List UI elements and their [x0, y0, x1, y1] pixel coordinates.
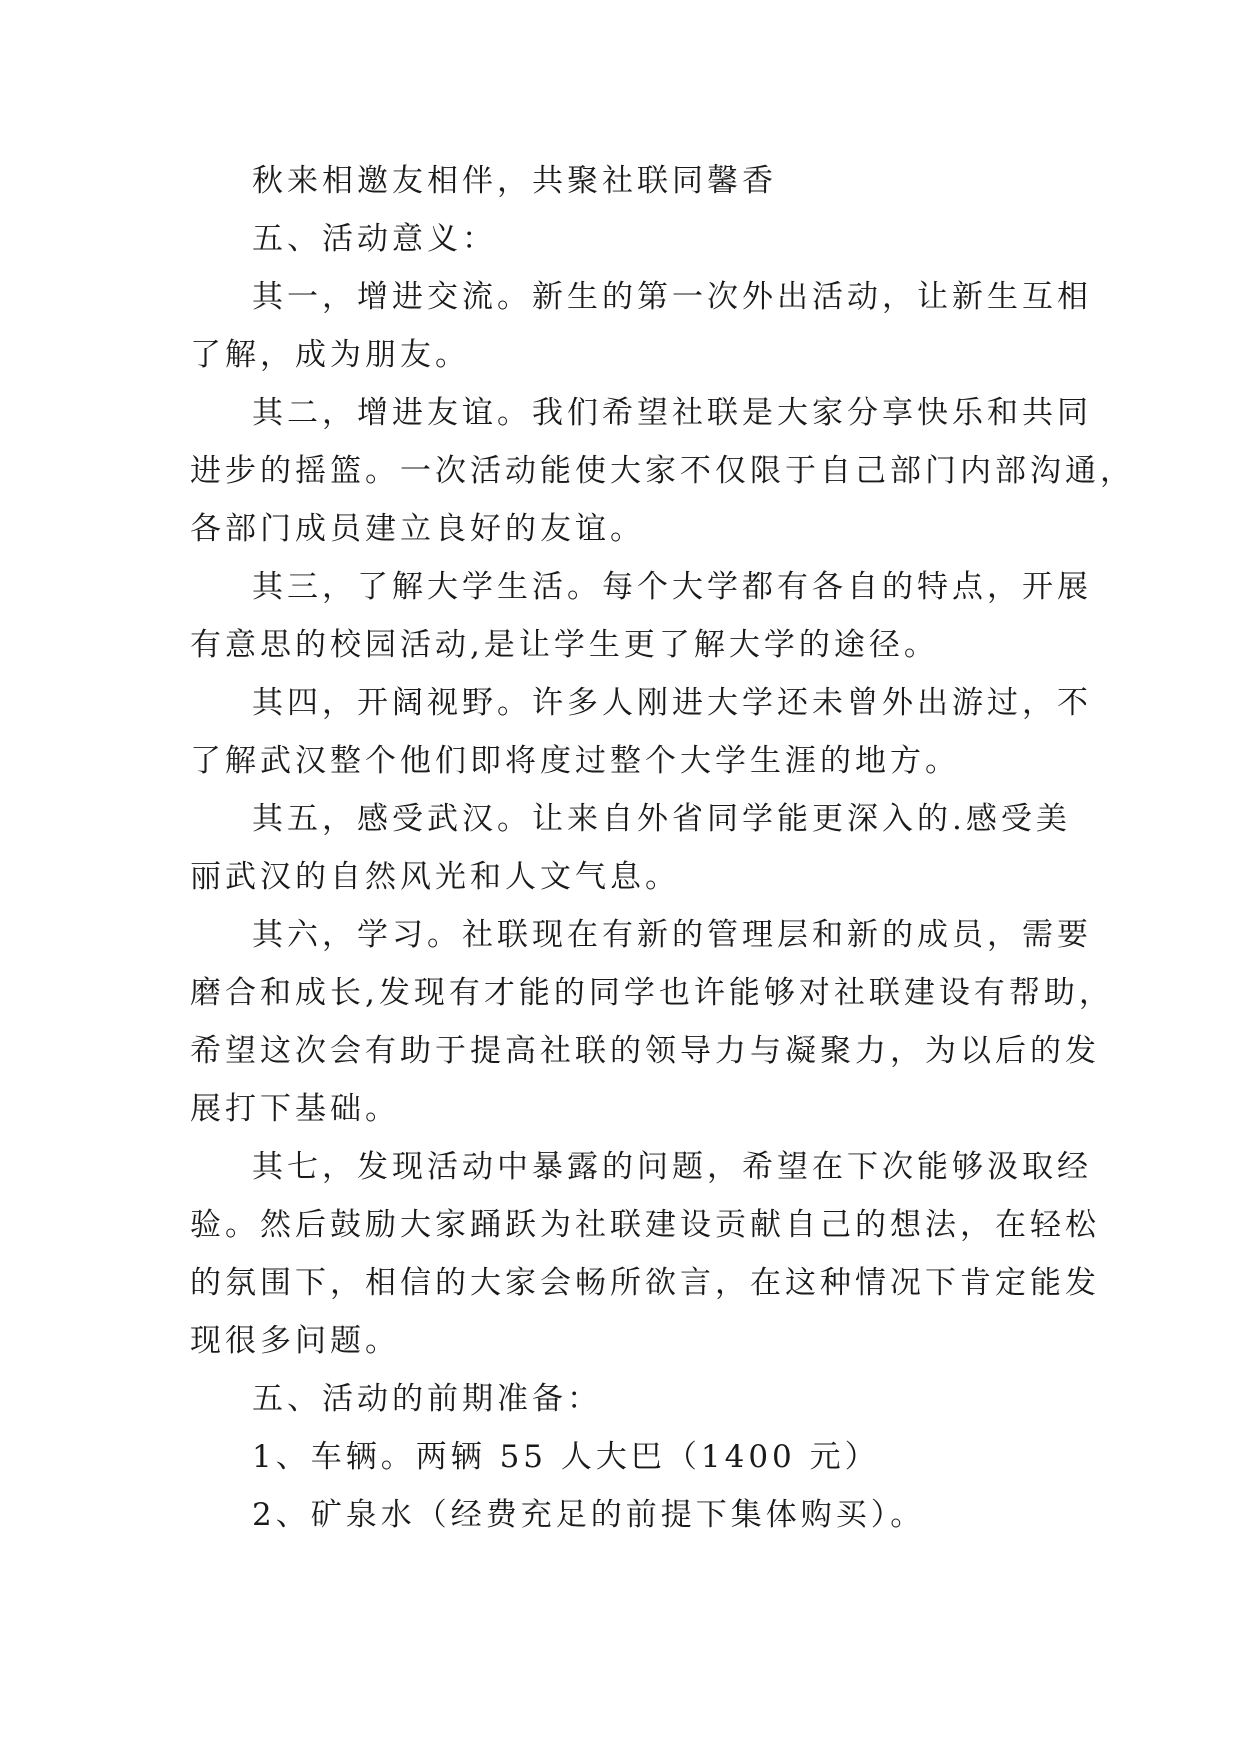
- text-line: 五、活动的前期准备：: [252, 1381, 602, 1417]
- paragraph: [190, 268, 1092, 384]
- text-line: 其七，发现活动中暴露的问题，希望在下次能够汲取经: [252, 1149, 1092, 1185]
- paragraph: [190, 152, 1052, 210]
- paragraph: [190, 1370, 1052, 1428]
- paragraph: [190, 1428, 1052, 1486]
- paragraph: [190, 906, 1114, 1138]
- text-line: 验。然后鼓励大家踊跃为社联建设贡献自己的想法，在轻松: [190, 1207, 1100, 1243]
- document-page: [190, 152, 1135, 1544]
- text-line: 现很多问题。: [190, 1323, 400, 1359]
- text-line: 了解，成为朋友。: [190, 337, 470, 373]
- text-line: 有意思的校园活动,是让学生更了解大学的途径。: [190, 627, 939, 663]
- text-line: 各部门成员建立良好的友谊。: [190, 511, 645, 547]
- paragraph: [190, 384, 1135, 558]
- text-line: 了解武汉整个他们即将度过整个大学生涯的地方。: [190, 743, 960, 779]
- text-line: 1、车辆。两辆 55 人大巴（1400 元）: [252, 1439, 880, 1475]
- text-line: 秋来相邀友相伴，共聚社联同馨香: [252, 163, 777, 199]
- text-line: 希望这次会有助于提高社联的领导力与凝聚力，为以后的发: [190, 1033, 1100, 1069]
- paragraph: [190, 1138, 1100, 1370]
- text-line: 丽武汉的自然风光和人文气息。: [190, 859, 680, 895]
- paragraph: [190, 1486, 1052, 1544]
- text-line: 进步的摇篮。一次活动能使大家不仅限于自己部门内部沟通，: [190, 453, 1135, 489]
- paragraph: [190, 790, 1071, 906]
- text-line: 2、矿泉水（经费充足的前提下集体购买）。: [252, 1497, 926, 1533]
- text-line: 的氛围下，相信的大家会畅所欲言，在这种情况下肯定能发: [190, 1265, 1100, 1301]
- text-line: 其三，了解大学生活。每个大学都有各自的特点，开展: [252, 569, 1092, 605]
- text-line: 其五，感受武汉。让来自外省同学能更深入的.感受美: [252, 801, 1071, 837]
- text-line: 其二，增进友谊。我们希望社联是大家分享快乐和共同: [252, 395, 1092, 431]
- paragraph: [190, 210, 1052, 268]
- text-line: 展打下基础。: [190, 1091, 400, 1127]
- text-line: 磨合和成长,发现有才能的同学也许能够对社联建设有帮助，: [190, 975, 1114, 1011]
- paragraph: [190, 558, 1092, 674]
- text-line: 其六，学习。社联现在有新的管理层和新的成员，需要: [252, 917, 1092, 953]
- text-line: 其四，开阔视野。许多人刚进大学还未曾外出游过，不: [252, 685, 1092, 721]
- text-line: 五、活动意义：: [252, 221, 497, 257]
- text-line: 其一，增进交流。新生的第一次外出活动，让新生互相: [252, 279, 1092, 315]
- paragraph: [190, 674, 1092, 790]
